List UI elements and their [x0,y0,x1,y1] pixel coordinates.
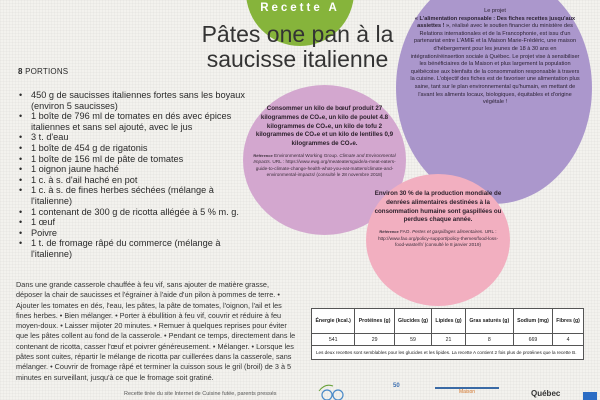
nutrition-value: 669 [513,334,552,346]
ingredient-item: • Poivre [18,228,248,239]
ingredient-item: • 450 g de saucisses italiennes fortes sans les boyaux (environ 5 saucisses) [18,90,248,111]
ingredient-item: • 1 boîte de 156 ml de pâte de tomates [18,154,248,165]
reference-label: Référence [379,229,399,235]
reference-author: Environmental Working Group. [274,152,339,158]
co2-reference [252,153,397,179]
partner-logos [313,383,600,400]
reference-url[interactable]: URL : https://www.ewg.org/meateatersguide/a-meat-eaters-guide-to-climate-change-health-what-you-eat-matters/climate-and-environmental-impacts/ [255,159,396,178]
nutrition-value: 541 [312,334,355,346]
waste-fact-text [374,190,502,248]
quebec-flag-icon [583,392,597,400]
ingredients-list [18,90,248,260]
anniversary-logo: 50 [393,383,400,389]
nutrition-header: Énergie (kcal.) [312,309,355,334]
nutrition-note-row [312,346,584,360]
nutrition-value: 29 [355,334,394,346]
co2-fact: Consommer un kilo de bœuf produit 27 kilogrammes de CO₂e, un kilo de poulet 4.8 kilogrammes de CO₂e, un kilo de tofu 2 kilogrammes de CO₂e et un kilo de lentilles 0,9 kilogrammes de CO₂e. [255,105,394,148]
nutrition-value: 21 [432,334,465,346]
portions [18,67,68,76]
reference-url[interactable]: URL : http://www.fao.org/policy-support/policy-themes/food-loss-food-waste/fr/ [377,229,499,247]
recipe-credit: Recette tirée du site Internet de Cuisine futée, parents pressés [124,391,277,397]
page-title: Pâtes one pan à la saucisse italienne [201,21,394,72]
reference-date: (consulté le 8 janvier 2019) [424,242,481,247]
nutrition-header-row [312,309,584,334]
ingredient-item: • 1 contenant de 300 g de ricotta allégée à 5 % m. g. [18,207,248,218]
ingredient-item: • 1 c. à s. d'ail haché en pot [18,175,248,186]
recipe-label: Recette A [260,2,340,14]
nutrition-value: 59 [394,334,432,346]
portions-count: 8 [18,67,23,76]
waste-reference [374,229,502,248]
reference-title: Pertes et gaspillages alimentaires. [412,229,484,235]
quebec-logo: Québec [531,389,561,398]
maison-logo: Maison [435,387,499,400]
partner-logo-icon [317,383,357,400]
ingredient-item: • 3 t. d'eau [18,132,248,143]
nutrition-header: Glucides (g) [394,309,432,334]
project-body: , réalisé avec le soutien financier du ministère des Relations internationales et de la Francophonie, est issu d'un partenariat entre L'AMIE et la Maison Marie-Frédéric, une maison d'hébergement pour les jeunes de 18 à 30 ans en intégration/réinsertion sociale à Québec. Le projet vise à sensibiliser les bénéficiaires de la Maison et plus largement la population québécoise aux bienfaits de la consommation responsable à travers la cuisine. L'objectif des fiches est de favoriser une alimentation plus saine, tant sur le plan environnemental qu'humain, en mettant de l'avant les aliments locaux, biologiques, équitables et d'origine végétale ! [410,23,580,106]
ingredient-item: • 1 c. à s. de fines herbes séchées (mélange à l'italienne) [18,185,248,206]
nutrition-header: Sodium (mg) [513,309,552,334]
nutrition-header: Gras saturés (g) [465,309,513,334]
reference-date: (consulté le 28 novembre 2018) [316,172,383,178]
ingredient-item: • 1 boîte de 454 g de rigatonis [18,143,248,154]
ingredient-item: • 1 boîte de 796 ml de tomates en dés avec épices italiennes et sans sel ajouté, avec le jus [18,111,248,132]
co2-fact-text [252,105,397,179]
nutrition-value: 4 [553,334,584,346]
waste-fact: Environ 30 % de la production mondiale de denrées alimentaires destinées à la consommation humaine sont gaspillées ou perdues chaque année. [374,190,502,224]
reference-label: Référence [253,152,273,158]
project-info-text [410,8,580,107]
nutrition-table [311,308,584,360]
nutrition-value: 8 [465,334,513,346]
nutrition-header: Protéines (g) [355,309,394,334]
project-name: « L'alimentation responsable : Des fiches recettes jusqu'aux assiettes ! » [414,15,576,30]
ingredient-item: • 1 t. de fromage râpé du commerce (mélange à l'italienne) [18,238,248,259]
ingredient-item: • 1 œuf [18,217,248,228]
nutrition-header: Lipides (g) [432,309,465,334]
project-intro: Le projet [484,8,506,14]
reference-title: Climate and Environmental Impacts. [253,152,396,165]
nutrition-values-row [312,334,584,346]
nutrition-header: Fibres (g) [553,309,584,334]
nutrition-note: Les deux recettes sont semblables pour les glucides et les lipides. La recette A contient 2 fois plus de protéines que la recette B. [312,346,584,360]
recipe-steps: Dans une grande casserole chauffée à feu vif, sans ajouter de matière grasse, déposer la chair de saucisses et l'égrainer à l'aide d'un pilon à pommes de terre. • Ajouter les tomates en dés, l'eau, les pâtes, la pâte de tomates, l'oignon, l'ail et les fines herbes. • Bien mélanger. • Porter à ébullition à feu vif, couvrir et réduire à feu moyen-doux. • Laisser mijoter 20 minutes. • Remuer à quelques reprises pour éviter que les pâtes collent au fond de la casserole. • Pendant ce temps, directement dans le contenant de ricotta, casser l'œuf et poivrer généreusement. • Mélanger. • Lorsque les pâtes sont cuites, répartir le mélange de ricotta par cuillerées dans la casserole, sans mélanger. • Couvrir de fromage râpé et terminer la cuisson sous le gril (broil) de 3 à 5 minutes en surveillant, jusqu'à ce que le fromage soit gratiné. [16,280,296,382]
ingredient-item: • 1 oignon jaune haché [18,164,248,175]
portions-label: PORTIONS [25,67,69,76]
reference-author: FAO. [400,229,411,235]
